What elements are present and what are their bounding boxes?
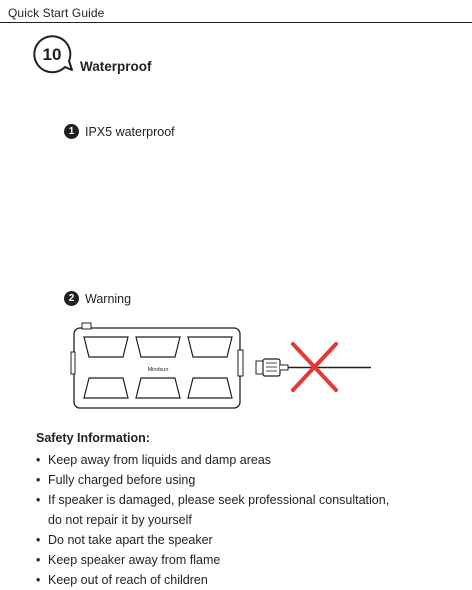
section-number-badge [31,34,75,74]
safety-item [36,530,389,550]
step-1 [64,124,175,139]
safety-item [36,450,389,470]
safety-item-text: If speaker is damaged, please seek professional consultation, [48,493,390,507]
safety-item [36,550,389,570]
no-charging-illustration [70,322,375,412]
safety-item [36,490,389,530]
bullet-icon: • [36,453,41,467]
section-title: Waterproof [80,59,152,74]
safety-item-text: Fully charged before using [48,473,196,487]
safety-item-text: Keep out of reach of children [48,573,208,587]
safety-item [36,570,389,590]
page-header [0,0,472,23]
step-2-number: 2 [64,291,79,306]
step-2-label: Warning [85,291,132,306]
bullet-icon: • [36,493,41,507]
speaker-brand: Mindsun [147,367,169,373]
section-number: 10 [42,45,62,64]
bullet-icon: • [36,553,41,567]
safety-item-text: Keep speaker away from flame [48,553,221,567]
safety-title: Safety Information: [36,431,150,445]
bullet-icon: • [36,473,41,487]
bullet-icon: • [36,533,41,547]
safety-item-continuation: do not repair it by yourself [48,513,192,527]
speaker-icon [71,323,243,408]
safety-item-text: Do not take apart the speaker [48,533,213,547]
header-title: Quick Start Guide [8,6,105,20]
safety-list [36,450,389,590]
safety-item [36,470,389,490]
safety-item-text: Keep away from liquids and damp areas [48,453,272,467]
step-1-number: 1 [64,124,79,139]
step-1-label: IPX5 waterproof [85,124,175,139]
step-2 [64,291,131,306]
bullet-icon: • [36,573,41,587]
